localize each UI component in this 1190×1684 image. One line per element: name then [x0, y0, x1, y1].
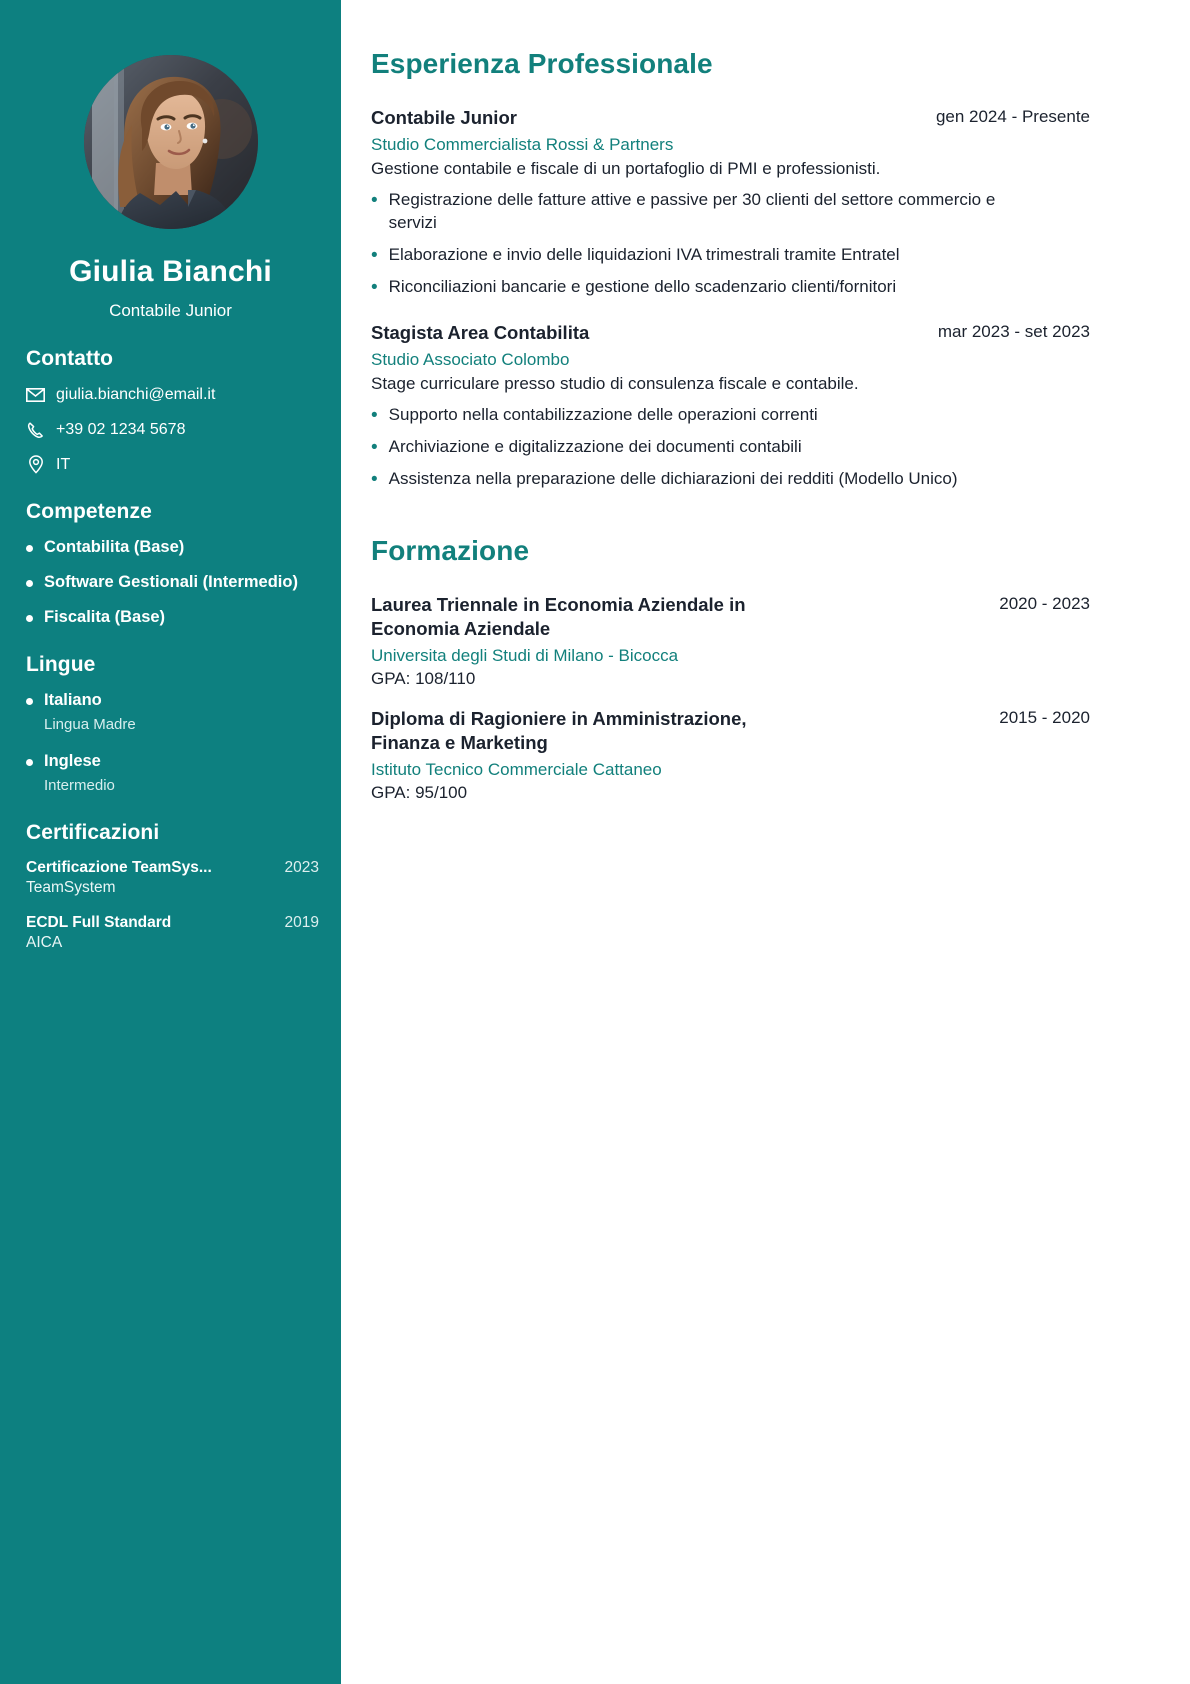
- task-text: Riconciliazioni bancarie e gestione dello scadenzario clienti/fornitori: [388, 276, 897, 296]
- task-text: Assistenza nella preparazione delle dichiarazioni dei redditi (Modello Unico): [388, 468, 958, 488]
- education-heading: Formazione: [371, 534, 530, 566]
- job-title: Stagista Area Contabilita: [371, 321, 590, 343]
- certification-year: 2019: [284, 913, 319, 931]
- contact-section: [0, 347, 341, 474]
- skills-heading: Competenze: [26, 500, 152, 523]
- certification-issuer: AICA: [26, 933, 63, 951]
- list-item: [371, 468, 1011, 491]
- language-level: Lingua Madre: [44, 716, 136, 734]
- bullet-dot-icon: •: [371, 189, 378, 211]
- avatar: [84, 55, 258, 229]
- list-item: [26, 608, 319, 628]
- languages-heading: Lingue: [26, 653, 96, 677]
- phone-icon: [26, 420, 45, 439]
- certifications-heading: Certificazioni: [26, 820, 160, 844]
- bullet-dot-icon: [26, 545, 33, 552]
- bullet-dot-icon: [26, 759, 33, 766]
- bullet-dot-icon: •: [371, 468, 378, 490]
- certification-name: ECDL Full Standard: [26, 913, 172, 931]
- certification-issuer: TeamSystem: [26, 878, 116, 896]
- job-description: Stage curriculare presso studio di consulenza fiscale e contabile.: [371, 373, 859, 393]
- bullet-dot-icon: [26, 580, 33, 587]
- list-item: [26, 538, 319, 558]
- bullet-dot-icon: •: [371, 436, 378, 458]
- degree-title: Diploma di Ragioniere in Amministrazione, Finanza e Marketing: [371, 707, 747, 753]
- list-item: [371, 436, 1011, 459]
- sidebar: [0, 0, 341, 1684]
- profile-photo-illustration: [84, 55, 258, 229]
- person-role: Contabile Junior: [109, 301, 232, 320]
- language-name: Inglese: [44, 752, 101, 771]
- job-date: gen 2024 - Presente: [935, 107, 1090, 126]
- job-date: mar 2023 - set 2023: [937, 321, 1090, 341]
- degree-title: Laurea Triennale in Economia Aziendale in Economia Aziendale: [371, 593, 746, 639]
- contact-location[interactable]: [26, 455, 319, 474]
- language-name: Italiano: [44, 691, 102, 710]
- job-task-list: [371, 404, 1090, 491]
- experience-heading: Esperienza Professionale: [371, 48, 713, 79]
- school-name: Universita degli Studi di Milano - Bicocca: [371, 645, 679, 665]
- task-text: Archiviazione e digitalizzazione dei documenti contabili: [388, 436, 802, 456]
- skills-list: [26, 538, 319, 627]
- degree-date: 2015 - 2020: [999, 707, 1090, 727]
- list-item: [26, 752, 319, 795]
- location-pin-icon: [26, 455, 45, 474]
- contact-email-value: giulia.bianchi@email.it: [56, 385, 216, 403]
- degree-date: 2020 - 2023: [999, 593, 1090, 613]
- job-description: Gestione contabile e fiscale di un portafoglio di PMI e professionisti.: [371, 159, 881, 179]
- school-name: Istituto Tecnico Commerciale Cattaneo: [371, 759, 662, 779]
- person-name: Giulia Bianchi: [69, 255, 272, 288]
- bullet-dot-icon: [26, 698, 33, 705]
- contact-heading: Contatto: [26, 347, 114, 370]
- envelope-icon: [26, 385, 45, 404]
- contact-phone[interactable]: [26, 420, 319, 439]
- bullet-dot-icon: [26, 615, 33, 622]
- task-text: Registrazione delle fatture attive e passive per 30 clienti del settore commercio e servizi: [388, 189, 996, 232]
- list-item: [26, 859, 319, 897]
- task-text: Elaborazione e invio delle liquidazioni IVA trimestrali tramite Entratel: [388, 244, 900, 264]
- skills-section: [0, 500, 341, 627]
- list-item: [371, 244, 1011, 267]
- bullet-dot-icon: •: [371, 244, 378, 266]
- certifications-section: [0, 821, 341, 952]
- job-task-list: [371, 189, 1090, 299]
- education-entry: [371, 707, 1090, 803]
- job-title: Contabile Junior: [371, 107, 517, 128]
- degree-gpa: GPA: 95/100: [371, 782, 468, 802]
- skill-label: Fiscalita (Base): [44, 607, 166, 626]
- job-company: Studio Commercialista Rossi & Partners: [371, 135, 674, 155]
- languages-section: [0, 653, 341, 795]
- education-entry: [371, 593, 1090, 689]
- experience-entry: [371, 106, 1090, 299]
- job-company: Studio Associato Colombo: [371, 349, 570, 369]
- experience-entry: [371, 321, 1090, 491]
- list-item: [371, 189, 1011, 235]
- bullet-dot-icon: •: [371, 276, 378, 298]
- main-content: [341, 0, 1190, 1684]
- bullet-dot-icon: •: [371, 404, 378, 426]
- list-item: [371, 404, 1011, 427]
- skill-label: Contabilita (Base): [44, 538, 185, 556]
- skill-label: Software Gestionali (Intermedio): [44, 572, 298, 591]
- avatar-wrapper: [0, 0, 341, 229]
- contact-phone-value: +39 02 1234 5678: [56, 420, 186, 438]
- contact-location-value: IT: [56, 455, 71, 473]
- list-item: [26, 573, 319, 593]
- list-item: [371, 276, 1011, 299]
- certification-year: 2023: [284, 858, 319, 876]
- task-text: Supporto nella contabilizzazione delle operazioni correnti: [388, 404, 818, 424]
- certification-name: Certificazione TeamSys...: [26, 858, 212, 876]
- list-item: [26, 914, 319, 952]
- language-level: Intermedio: [44, 776, 115, 794]
- contact-email[interactable]: [26, 385, 319, 404]
- list-item: [26, 691, 319, 734]
- degree-gpa: GPA: 108/110: [371, 668, 476, 688]
